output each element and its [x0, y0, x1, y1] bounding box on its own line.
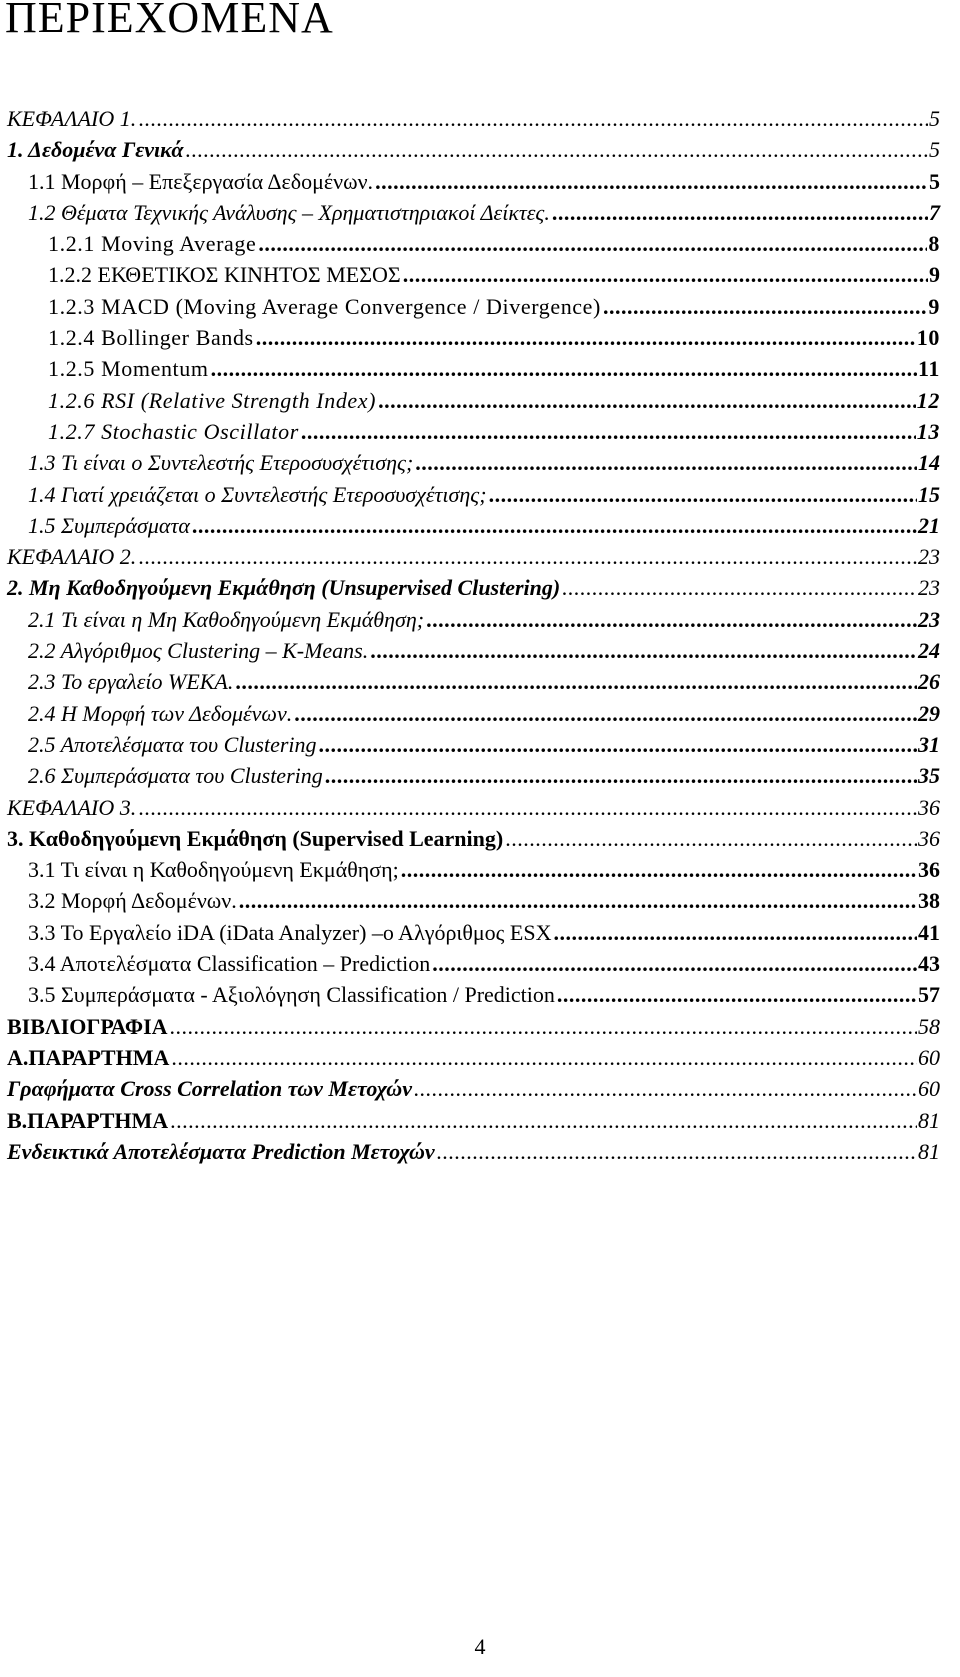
toc-entry-page: 11	[918, 356, 940, 382]
toc-entry-text: 2.6 Συμπεράσματα του Clustering	[28, 763, 323, 789]
toc-entry-1-1[interactable]	[0, 166, 960, 197]
toc-entry-1-2-5[interactable]	[0, 353, 960, 384]
toc-entry-bibliography[interactable]	[0, 1011, 960, 1042]
toc-entry-text: 1.1 Μορφή – Επεξεργασία Δεδομένων.	[28, 168, 374, 194]
toc-entry-appendix-a[interactable]	[0, 1042, 960, 1073]
toc-entry-page: 60	[918, 1044, 940, 1070]
dot-leader	[256, 322, 916, 353]
toc-entry-page: 13	[916, 418, 940, 444]
toc-entry-text: 3. Καθοδηγούμενη Εκμάθηση (Supervised Learning)	[7, 825, 504, 851]
toc-entry-page: 21	[918, 512, 940, 538]
toc-entry-1-2-3[interactable]	[0, 291, 960, 322]
page-title: ΠΕΡΙΕΧΟΜΕΝΑ	[5, 0, 334, 42]
dot-leader	[170, 1105, 917, 1136]
dot-leader	[325, 760, 917, 791]
toc-entry-2-3[interactable]	[0, 666, 960, 697]
toc-entry-1-2-4[interactable]	[0, 322, 960, 353]
toc-entry-1-2-1[interactable]	[0, 228, 960, 259]
dot-leader	[239, 885, 917, 916]
dot-leader	[432, 948, 917, 979]
toc-entry-1-4[interactable]	[0, 479, 960, 510]
toc-entry-text: 2.3 Το εργαλείο WEKA.	[28, 669, 234, 695]
page-number: 4	[474, 1634, 486, 1659]
toc-entry-page: 9	[928, 293, 940, 319]
toc-entry-page: 14	[918, 450, 940, 476]
toc-entry-page: 23	[918, 575, 940, 601]
dot-leader	[415, 447, 917, 478]
toc-entry-page: 23	[918, 606, 940, 632]
toc-entry-appendix-b-title[interactable]	[0, 1136, 960, 1167]
toc-entry-page: 43	[918, 951, 940, 977]
toc-entry-page: 58	[918, 1013, 940, 1039]
toc-entry-1-2-6[interactable]	[0, 385, 960, 416]
toc-entry-page: 38	[918, 888, 940, 914]
dot-leader	[505, 823, 917, 854]
toc-entry-text: 1.2.3 MACD (Moving Average Convergence / Divergence)	[48, 293, 601, 319]
toc-entry-3-5[interactable]	[0, 979, 960, 1010]
toc-entry-page: 36	[918, 825, 940, 851]
dot-leader	[235, 666, 917, 697]
dot-leader	[170, 1011, 917, 1042]
dot-leader	[258, 228, 927, 259]
toc-entry-page: 7	[929, 199, 940, 225]
dot-leader	[552, 197, 928, 228]
dot-leader	[375, 166, 928, 197]
toc-entry-text: 1.2 Θέματα Τεχνικής Ανάλυσης – Χρηματιστηριακοί Δείκτες.	[28, 199, 550, 225]
dot-leader	[138, 103, 928, 134]
toc-entry-text: ΚΕΦΑΛΑΙΟ 2.	[7, 544, 137, 570]
toc-entry-text: ΒΙΒΛΙΟΓΡΑΦΙΑ	[7, 1013, 168, 1039]
toc-entry-chapter-3[interactable]	[0, 792, 960, 823]
toc-entry-3-4[interactable]	[0, 948, 960, 979]
toc-entry-appendix-b[interactable]	[0, 1105, 960, 1136]
toc-entry-text: 3.5 Συμπεράσματα - Αξιολόγηση Classification / Prediction	[28, 982, 555, 1008]
toc-entry-page: 81	[918, 1138, 940, 1164]
dot-leader	[138, 792, 917, 823]
toc-entry-text: 1.5 Συμπεράσματα	[28, 512, 190, 538]
toc-entry-page: 60	[918, 1076, 940, 1102]
toc-entry-3-3[interactable]	[0, 917, 960, 948]
toc-entry-text: Α.ΠΑΡΑΡΤΗΜΑ	[7, 1044, 170, 1070]
toc-entry-text: 1.2.4 Bollinger Bands	[48, 325, 254, 351]
toc-entry-2-5[interactable]	[0, 729, 960, 760]
toc-entry-text: Γραφήματα Cross Correlation των Μετοχών	[7, 1076, 412, 1102]
toc-entry-text: 2.4 Η Μορφή των Δεδομένων.	[28, 700, 293, 726]
dot-leader	[403, 259, 928, 290]
toc-entry-text: 1.2.6 RSI (Relative Strength Index)	[48, 387, 377, 413]
dot-leader	[603, 291, 927, 322]
toc-entry-section-2[interactable]	[0, 572, 960, 603]
toc-entry-page: 81	[918, 1107, 940, 1133]
toc-entry-text: 1.2.7 Stochastic Oscillator	[48, 418, 299, 444]
toc-entry-page: 35	[918, 763, 940, 789]
dot-leader	[401, 854, 917, 885]
toc-entry-page: 9	[929, 262, 940, 288]
toc-entry-page: 5	[929, 168, 940, 194]
toc-entry-text: 3.2 Μορφή Δεδομένων.	[28, 888, 237, 914]
toc-entry-page: 26	[918, 669, 940, 695]
toc-entry-page: 23	[918, 544, 940, 570]
dot-leader	[192, 510, 917, 541]
toc-entry-1-3[interactable]	[0, 447, 960, 478]
dot-leader	[414, 1073, 917, 1104]
toc-entry-1-5[interactable]	[0, 510, 960, 541]
dot-leader	[489, 479, 917, 510]
table-of-contents	[0, 103, 960, 1167]
toc-entry-text: Ενδεικτικά Αποτελέσματα Prediction Μετοχών	[7, 1138, 435, 1164]
dot-leader	[301, 416, 916, 447]
dot-leader	[370, 635, 917, 666]
dot-leader	[186, 134, 928, 165]
toc-entry-text: 2. Μη Καθοδηγούμενη Εκμάθηση (Unsupervised Clustering)	[7, 575, 561, 601]
toc-entry-text: ΚΕΦΑΛΑΙΟ 3.	[7, 794, 137, 820]
dot-leader	[562, 572, 917, 603]
toc-entry-page: 41	[918, 919, 940, 945]
dot-leader	[378, 385, 916, 416]
toc-entry-text: 1. Δεδομένα Γενικά	[7, 137, 184, 163]
toc-entry-page: 36	[918, 794, 940, 820]
toc-entry-chapter-2[interactable]	[0, 541, 960, 572]
toc-entry-3-1[interactable]	[0, 854, 960, 885]
toc-entry-1-2-2[interactable]	[0, 259, 960, 290]
toc-entry-2-4[interactable]	[0, 698, 960, 729]
toc-entry-page: 5	[929, 137, 940, 163]
toc-entry-page: 8	[928, 231, 940, 257]
dot-leader	[553, 917, 917, 948]
dot-leader	[319, 729, 917, 760]
toc-entry-page: 5	[929, 106, 940, 131]
toc-entry-page: 31	[918, 731, 940, 757]
toc-entry-2-1[interactable]	[0, 604, 960, 635]
toc-entry-page: 36	[918, 857, 940, 883]
toc-entry-1-2[interactable]	[0, 197, 960, 228]
toc-entry-text: 2.2 Αλγόριθμος Clustering – K-Means.	[28, 638, 369, 664]
dot-leader	[426, 604, 917, 635]
toc-entry-text: ΚΕΦΑΛΑΙΟ 1.	[7, 106, 137, 131]
toc-entry-text: 1.2.1 Moving Average	[48, 231, 257, 257]
toc-entry-text: 3.1 Τι είναι η Καθοδηγούμενη Εκμάθηση;	[28, 857, 399, 883]
toc-entry-text: 2.1 Τι είναι η Μη Καθοδηγούμενη Εκμάθηση;	[28, 606, 425, 632]
toc-entry-text: 1.3 Τι είναι ο Συντελεστής Ετεροσυσχέτισης;	[28, 450, 414, 476]
toc-entry-section-3[interactable]	[0, 823, 960, 854]
toc-entry-1-2-7[interactable]	[0, 416, 960, 447]
toc-entry-text: 1.2.5 Momentum	[48, 356, 209, 382]
toc-entry-2-6[interactable]	[0, 760, 960, 791]
toc-entry-section-1[interactable]	[0, 134, 960, 165]
toc-entry-page: 12	[916, 387, 940, 413]
toc-entry-text: Β.ΠΑΡΑΡΤΗΜΑ	[7, 1107, 169, 1133]
dot-leader	[211, 353, 917, 384]
dot-leader	[294, 698, 917, 729]
toc-entry-appendix-a-title[interactable]	[0, 1073, 960, 1104]
dot-leader	[171, 1042, 917, 1073]
toc-entry-text: 3.3 Το Εργαλείο iDA (iData Analyzer) –ο Αλγόριθμος ESX	[28, 919, 552, 945]
toc-entry-page: 29	[918, 700, 940, 726]
toc-entry-page: 24	[918, 638, 940, 664]
dot-leader	[437, 1136, 917, 1167]
toc-entry-text: 2.5 Αποτελέσματα του Clustering	[28, 731, 317, 757]
dot-leader	[557, 979, 917, 1010]
toc-entry-text: 3.4 Αποτελέσματα Classification – Prediction	[28, 951, 431, 977]
toc-entry-page: 15	[918, 481, 940, 507]
toc-entry-chapter-1[interactable]	[0, 103, 960, 134]
toc-entry-page: 10	[916, 325, 940, 351]
toc-entry-3-2[interactable]	[0, 885, 960, 916]
toc-entry-text: 1.4 Γιατί χρειάζεται ο Συντελεστής Ετεροσυσχέτισης;	[28, 481, 487, 507]
toc-entry-page: 57	[918, 982, 940, 1008]
toc-entry-text: 1.2.2 ΕΚΘΕΤΙΚΟΣ ΚΙΝΗΤΟΣ ΜΕΣΟΣ	[48, 262, 401, 288]
dot-leader	[138, 541, 917, 572]
toc-entry-2-2[interactable]	[0, 635, 960, 666]
